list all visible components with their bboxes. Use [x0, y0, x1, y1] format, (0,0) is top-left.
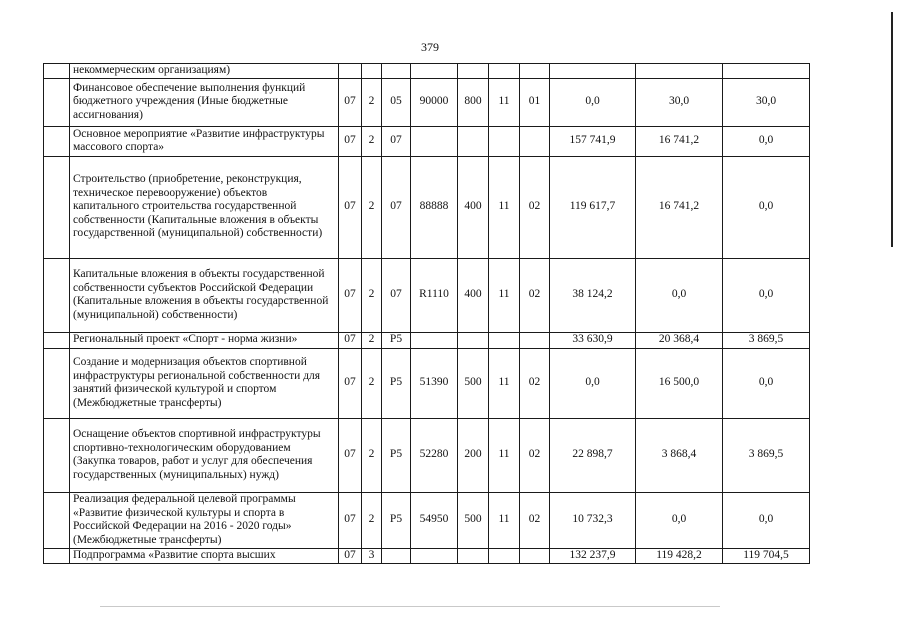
table-row [44, 64, 810, 79]
table-row [44, 418, 810, 492]
amount-year2-cell: 0,0 [636, 492, 723, 548]
amount-year2-cell: 16 741,2 [636, 156, 723, 258]
code-pr-cell: 2 [362, 418, 382, 492]
amount-year1-cell: 132 237,9 [550, 548, 636, 563]
amount-year1-cell: 119 617,7 [550, 156, 636, 258]
row-index-cell [44, 126, 70, 156]
code-pr-cell: 2 [362, 348, 382, 418]
code-prz-cell [520, 126, 550, 156]
code-prz-cell [520, 64, 550, 79]
row-index-cell [44, 258, 70, 332]
amount-year3-cell: 3 869,5 [723, 418, 810, 492]
row-index-cell [44, 418, 70, 492]
code-rz-cell: 11 [489, 258, 520, 332]
row-name-cell: некоммерческим организациям) [70, 64, 339, 79]
code-pr-cell: 2 [362, 78, 382, 126]
code-gr-cell: 07 [339, 548, 362, 563]
code-num-cell: 52280 [411, 418, 458, 492]
amount-year2-cell: 30,0 [636, 78, 723, 126]
code-rz-cell: 11 [489, 492, 520, 548]
amount-year1-cell: 0,0 [550, 348, 636, 418]
code-num-cell: R1110 [411, 258, 458, 332]
code-prz-cell: 02 [520, 492, 550, 548]
row-name-cell: Капитальные вложения в объекты государственной собственности субъектов Российской Федерации (Капитальные вложения в объекты государственной (муниципальной) собственности) [70, 258, 339, 332]
code-ms-cell: 05 [382, 78, 411, 126]
code-vr-cell: 500 [458, 492, 489, 548]
code-gr-cell: 07 [339, 126, 362, 156]
code-gr-cell: 07 [339, 332, 362, 348]
budget-table [43, 63, 810, 564]
code-pr-cell: 2 [362, 492, 382, 548]
code-ms-cell: P5 [382, 492, 411, 548]
table-row [44, 348, 810, 418]
amount-year3-cell: 0,0 [723, 348, 810, 418]
code-prz-cell: 02 [520, 418, 550, 492]
table-row [44, 126, 810, 156]
code-pr-cell: 3 [362, 548, 382, 563]
amount-year1-cell: 38 124,2 [550, 258, 636, 332]
code-gr-cell: 07 [339, 492, 362, 548]
amount-year2-cell: 16 741,2 [636, 126, 723, 156]
code-rz-cell [489, 548, 520, 563]
code-ms-cell: P5 [382, 348, 411, 418]
table-row [44, 78, 810, 126]
code-pr-cell: 2 [362, 126, 382, 156]
code-ms-cell [382, 64, 411, 79]
code-vr-cell [458, 126, 489, 156]
amount-year3-cell: 0,0 [723, 492, 810, 548]
code-num-cell [411, 332, 458, 348]
code-rz-cell [489, 126, 520, 156]
table-row [44, 492, 810, 548]
amount-year2-cell: 3 868,4 [636, 418, 723, 492]
code-num-cell [411, 548, 458, 563]
row-name-cell: Создание и модернизация объектов спортивной инфраструктуры региональной собственности для занятий физической культурой и спортом (Межбюджетные трансферты) [70, 348, 339, 418]
code-pr-cell [362, 64, 382, 79]
code-pr-cell: 2 [362, 258, 382, 332]
code-gr-cell: 07 [339, 258, 362, 332]
code-ms-cell: 07 [382, 126, 411, 156]
amount-year2-cell [636, 64, 723, 79]
code-vr-cell: 800 [458, 78, 489, 126]
row-index-cell [44, 548, 70, 563]
code-vr-cell: 400 [458, 258, 489, 332]
row-index-cell [44, 78, 70, 126]
amount-year2-cell: 20 368,4 [636, 332, 723, 348]
row-name-cell: Строительство (приобретение, реконструкция, техническое перевооружение) объектов капитального строительства государственной собственности (Капитальные вложения в объекты государственной (муниципальной) собственности) [70, 156, 339, 258]
amount-year1-cell: 157 741,9 [550, 126, 636, 156]
scan-edge-line [891, 12, 893, 247]
amount-year3-cell: 0,0 [723, 156, 810, 258]
code-num-cell: 54950 [411, 492, 458, 548]
row-index-cell [44, 332, 70, 348]
amount-year1-cell [550, 64, 636, 79]
code-vr-cell [458, 64, 489, 79]
amount-year3-cell: 3 869,5 [723, 332, 810, 348]
amount-year2-cell: 0,0 [636, 258, 723, 332]
code-num-cell: 51390 [411, 348, 458, 418]
code-pr-cell: 2 [362, 332, 382, 348]
code-prz-cell: 01 [520, 78, 550, 126]
code-rz-cell: 11 [489, 418, 520, 492]
table-row [44, 156, 810, 258]
table-row [44, 258, 810, 332]
row-name-cell: Оснащение объектов спортивной инфраструктуры спортивно-технологическим оборудованием (Закупка товаров, работ и услуг для обеспечения государственных (муниципальных) нужд) [70, 418, 339, 492]
table-body [44, 64, 810, 564]
amount-year2-cell: 16 500,0 [636, 348, 723, 418]
code-gr-cell [339, 64, 362, 79]
row-name-cell: Финансовое обеспечение выполнения функций бюджетного учреждения (Иные бюджетные ассигнования) [70, 78, 339, 126]
code-prz-cell: 02 [520, 258, 550, 332]
code-num-cell: 88888 [411, 156, 458, 258]
code-num-cell [411, 64, 458, 79]
code-vr-cell [458, 548, 489, 563]
code-ms-cell: P5 [382, 332, 411, 348]
code-gr-cell: 07 [339, 418, 362, 492]
code-gr-cell: 07 [339, 348, 362, 418]
amount-year3-cell [723, 64, 810, 79]
row-index-cell [44, 492, 70, 548]
amount-year3-cell: 119 704,5 [723, 548, 810, 563]
scan-bottom-line [100, 606, 720, 607]
code-gr-cell: 07 [339, 78, 362, 126]
code-pr-cell: 2 [362, 156, 382, 258]
code-rz-cell [489, 64, 520, 79]
row-name-cell: Региональный проект «Спорт - норма жизни» [70, 332, 339, 348]
code-rz-cell: 11 [489, 78, 520, 126]
row-name-cell: Реализация федеральной целевой программы «Развитие физической культуры и спорта в Российской Федерации на 2016 - 2020 годы» (Межбюджетные трансферты) [70, 492, 339, 548]
page-number: 379 [421, 40, 439, 54]
row-name-cell: Подпрограмма «Развитие спорта высших [70, 548, 339, 563]
code-rz-cell: 11 [489, 156, 520, 258]
code-ms-cell: P5 [382, 418, 411, 492]
table-row [44, 332, 810, 348]
amount-year1-cell: 10 732,3 [550, 492, 636, 548]
code-vr-cell [458, 332, 489, 348]
row-name-cell: Основное мероприятие «Развитие инфраструктуры массового спорта» [70, 126, 339, 156]
code-rz-cell: 11 [489, 348, 520, 418]
code-rz-cell [489, 332, 520, 348]
code-num-cell [411, 126, 458, 156]
amount-year1-cell: 33 630,9 [550, 332, 636, 348]
code-ms-cell: 07 [382, 156, 411, 258]
code-prz-cell [520, 332, 550, 348]
amount-year1-cell: 22 898,7 [550, 418, 636, 492]
table-row [44, 548, 810, 563]
code-vr-cell: 400 [458, 156, 489, 258]
row-index-cell [44, 348, 70, 418]
code-ms-cell: 07 [382, 258, 411, 332]
amount-year3-cell: 0,0 [723, 126, 810, 156]
code-prz-cell: 02 [520, 348, 550, 418]
amount-year1-cell: 0,0 [550, 78, 636, 126]
amount-year2-cell: 119 428,2 [636, 548, 723, 563]
code-ms-cell [382, 548, 411, 563]
code-vr-cell: 500 [458, 348, 489, 418]
amount-year3-cell: 30,0 [723, 78, 810, 126]
code-prz-cell: 02 [520, 156, 550, 258]
code-vr-cell: 200 [458, 418, 489, 492]
code-prz-cell [520, 548, 550, 563]
amount-year3-cell: 0,0 [723, 258, 810, 332]
code-num-cell: 90000 [411, 78, 458, 126]
row-index-cell [44, 156, 70, 258]
row-index-cell [44, 64, 70, 79]
code-gr-cell: 07 [339, 156, 362, 258]
